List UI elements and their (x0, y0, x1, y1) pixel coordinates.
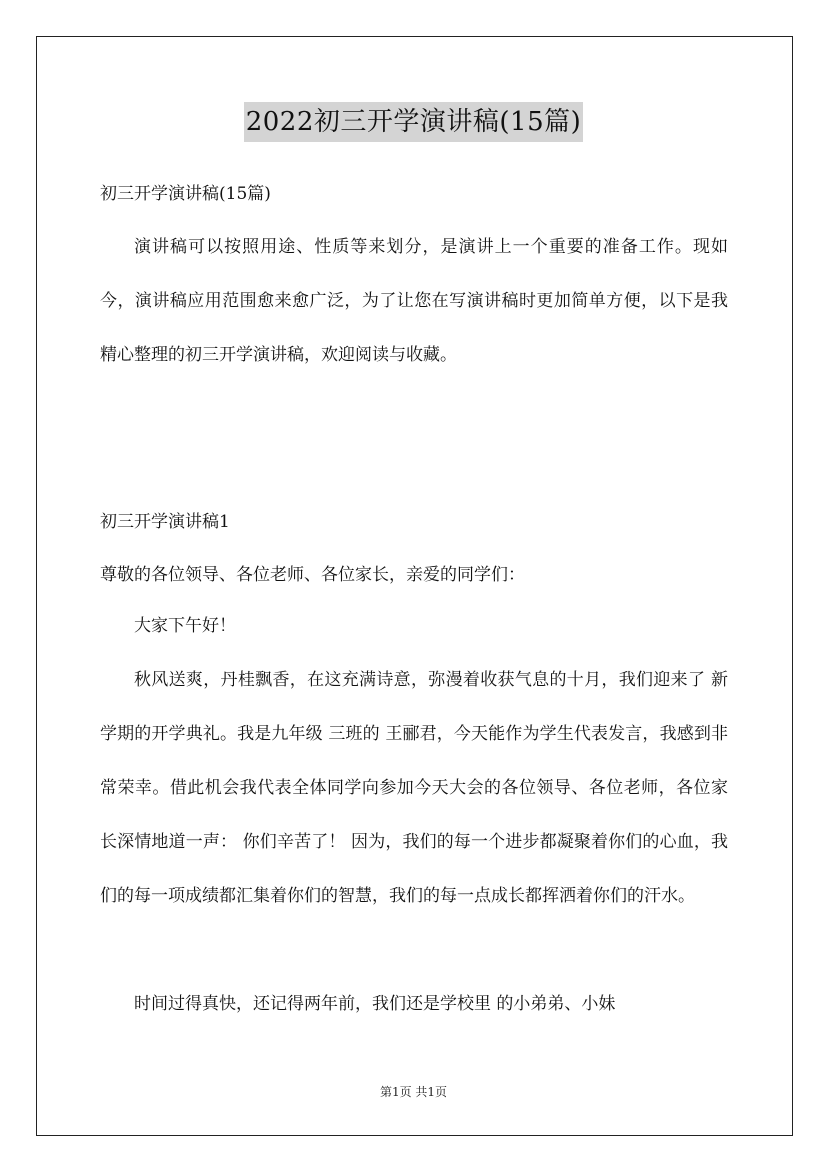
title-area (0, 102, 827, 142)
body-paragraph-2: 时间过得真快，还记得两年前，我们还是学校里 的小弟弟、小妹 (134, 994, 616, 1014)
salutation: 尊敬的各位领导、各位老师、各位家长，亲爱的同学们： (100, 565, 525, 585)
section-heading: 初三开学演讲稿1 (100, 512, 230, 532)
greeting-paragraph: 大家下午好！ (134, 616, 236, 636)
body-paragraph-1: 秋风送爽，丹桂飘香，在这充满诗意，弥漫着收获气息的十月，我们迎来了 新学期的开学典礼。我是九年级 三班的 王郦君，今天能作为学生代表发言，我感到非常荣幸。借此机会我代表全体同学向参加今天大会的各位领导、各位老师，各位家长深情地道一声： 你们辛苦了！ 因为，我们的每一个进步都凝聚着你们的心血，我们的每一项成绩都汇集着你们的智慧，我们的每一点成长都挥洒着你们的汗水。 (100, 670, 728, 906)
intro-paragraph: 演讲稿可以按照用途、性质等来划分，是演讲上一个重要的准备工作。现如今，演讲稿应用范围愈来愈广泛，为了让您在写演讲稿时更加简单方便，以下是我精心整理的初三开学演讲稿，欢迎阅读与收藏。 (100, 237, 728, 365)
page-footer: 第1页 共1页 (379, 1085, 448, 1099)
document-subtitle: 初三开学演讲稿(15篇) (100, 184, 271, 204)
document-title: 2022初三开学演讲稿(15篇) (244, 102, 584, 142)
